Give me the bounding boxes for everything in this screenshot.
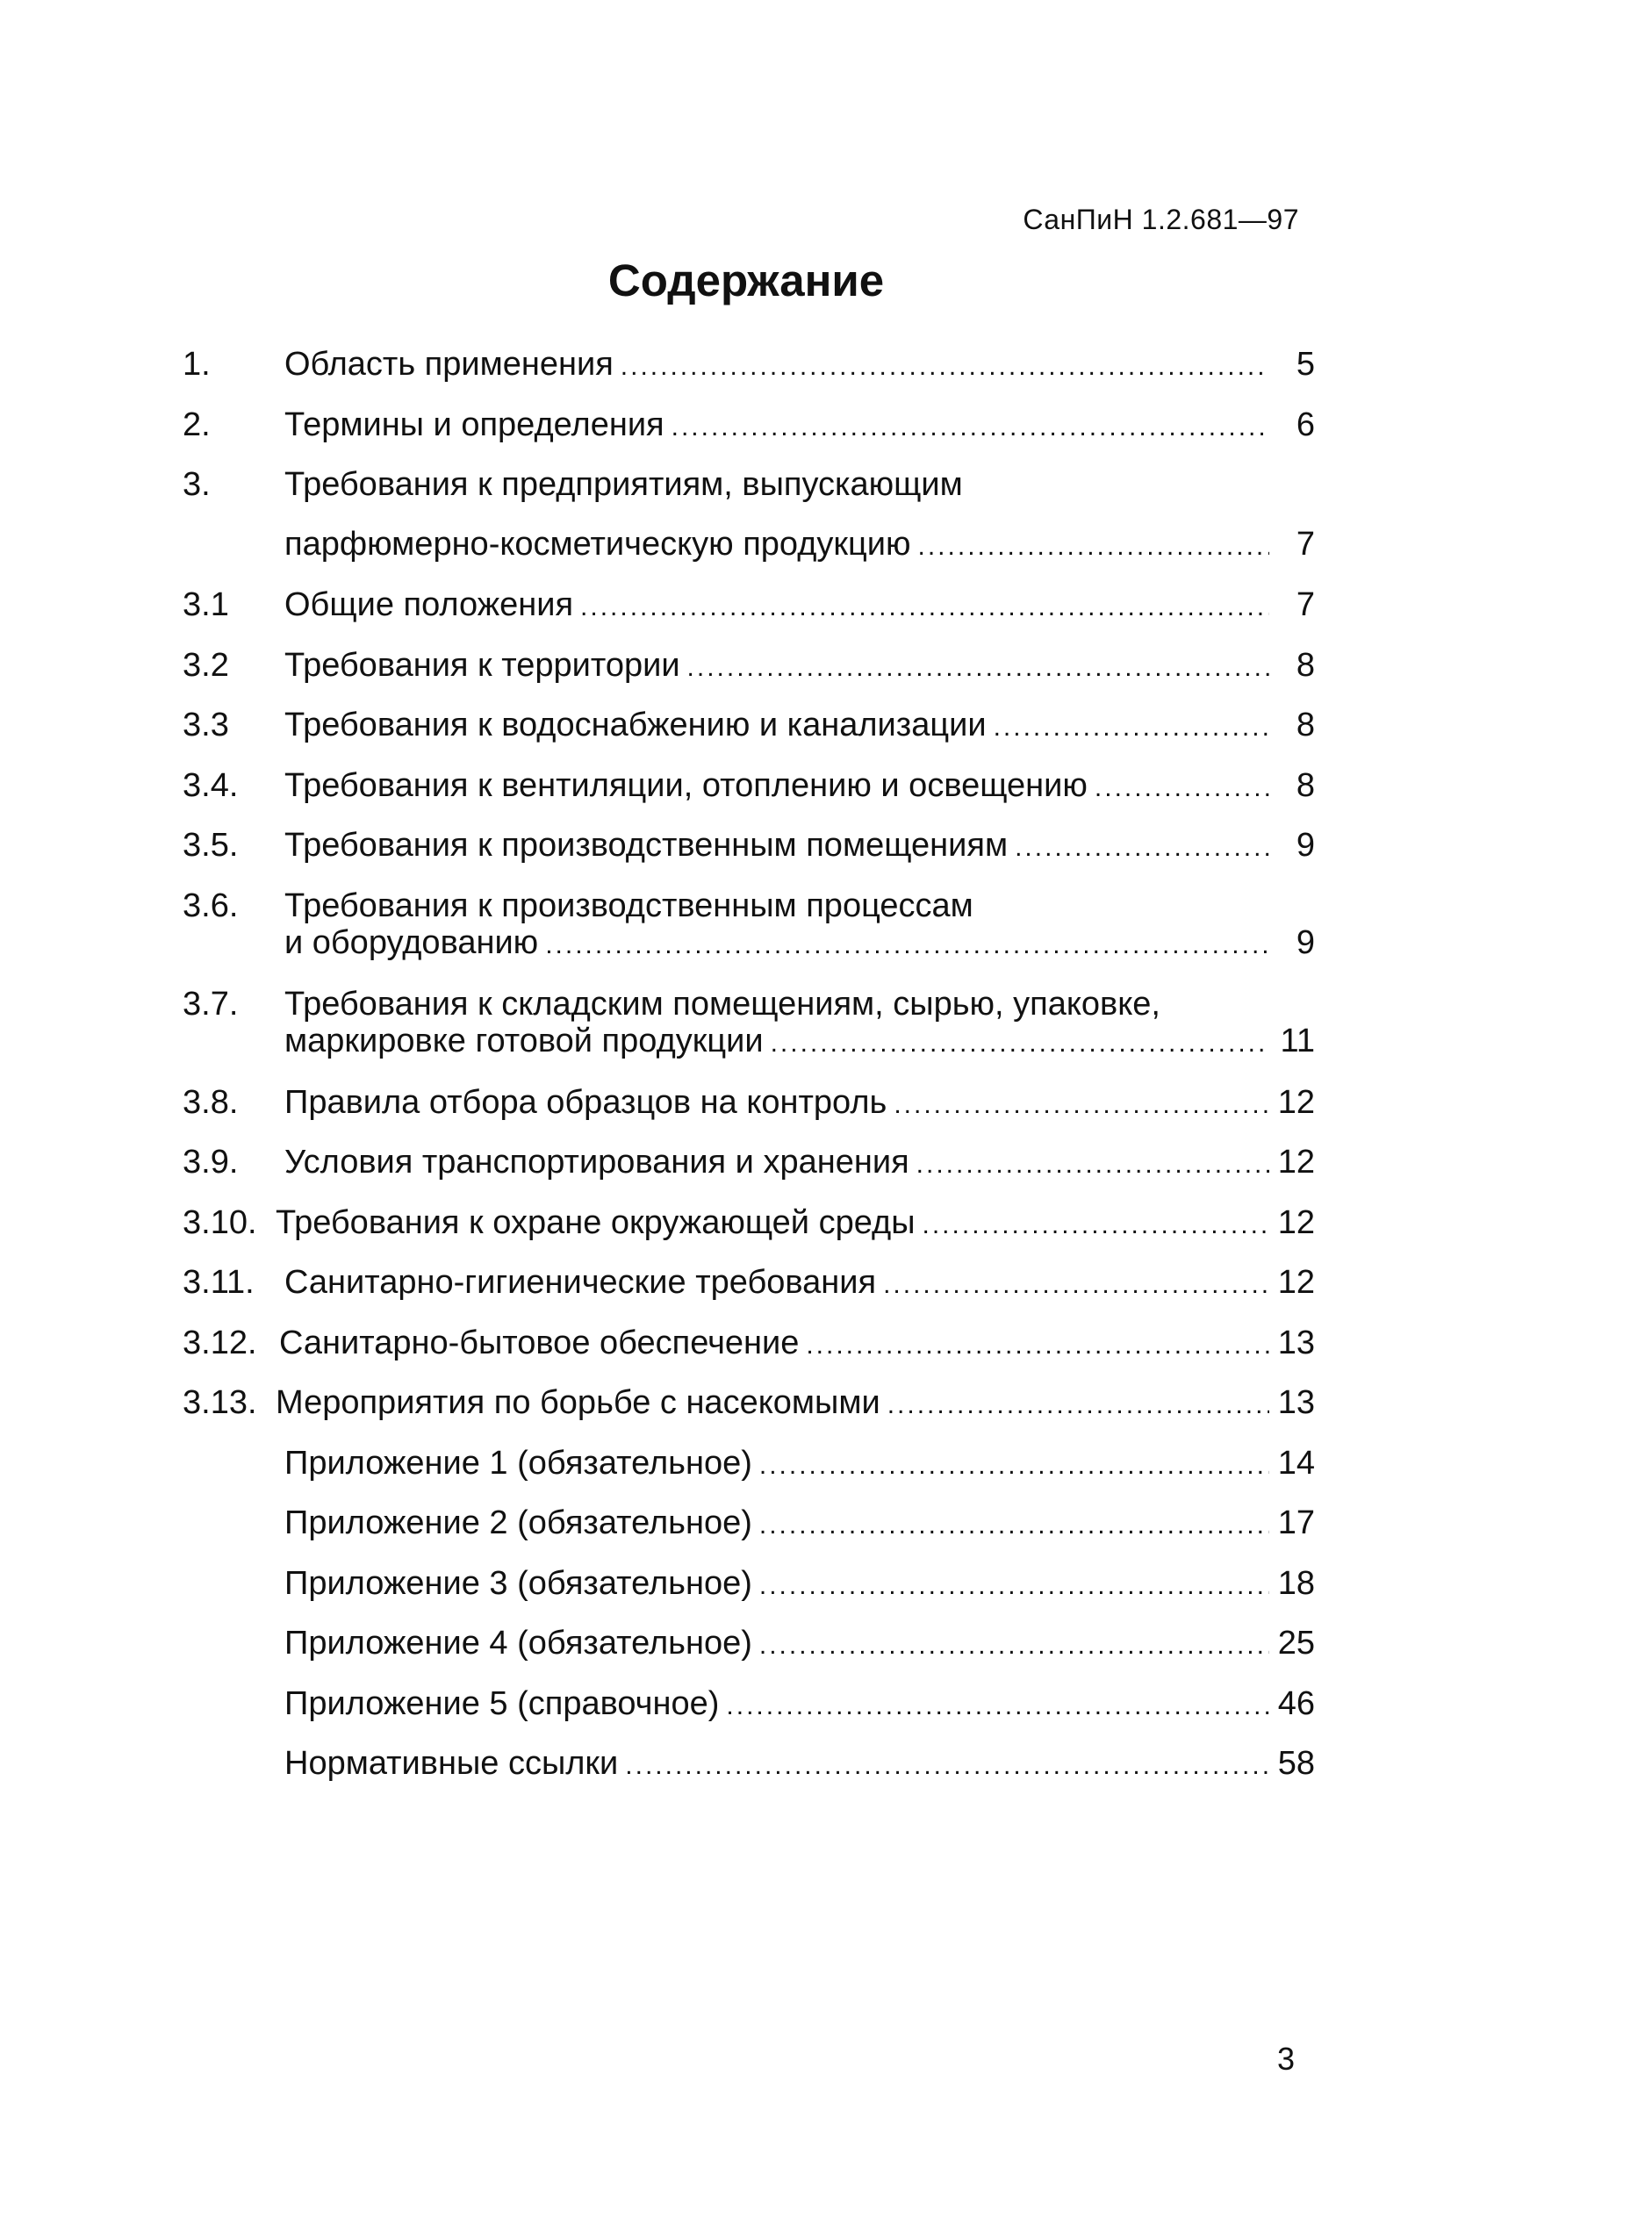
toc-entry[interactable] <box>183 583 1315 643</box>
toc-entry-title: Санитарно-бытовое обеспечение <box>279 1324 800 1361</box>
toc-entry[interactable] <box>183 884 1315 982</box>
toc-entry-page: 7 <box>1296 586 1315 623</box>
dot-leader <box>759 1511 1269 1540</box>
toc-entry-title-line: Требования к складским помещениям, сырью, упаковке, <box>284 985 1160 1023</box>
toc-entry-page: 46 <box>1277 1684 1315 1722</box>
toc-entry-title: Приложение 3 (обязательное) <box>284 1564 752 1602</box>
toc-entry[interactable] <box>183 1081 1315 1141</box>
toc-entry[interactable] <box>183 703 1315 764</box>
toc-entry[interactable] <box>183 1741 1315 1802</box>
toc-entry[interactable] <box>183 403 1315 463</box>
toc-entry-title: Приложение 4 (обязательное) <box>284 1625 752 1662</box>
toc-entry-title: Приложение 5 (справочное) <box>284 1684 720 1722</box>
toc-entry-title: Область применения <box>284 346 614 383</box>
toc-entry-title: Условия транспортирования и хранения <box>284 1144 909 1181</box>
toc-entry-title: Требования к водоснабжению и канализации <box>284 707 987 743</box>
dot-leader <box>545 930 1269 960</box>
dot-leader <box>672 413 1269 442</box>
toc-entry-number: 3.12. <box>183 1324 257 1361</box>
toc-entry[interactable] <box>183 463 1315 583</box>
dot-leader <box>918 532 1269 562</box>
toc-entry-number: 1. <box>183 346 211 383</box>
toc-entry-title-line: Требования к производственным процессам <box>284 887 973 924</box>
toc-entry-number: 3.5. <box>183 827 239 864</box>
dot-leader <box>894 1090 1269 1120</box>
toc-entry-page: 12 <box>1277 1203 1315 1241</box>
dot-leader <box>759 1451 1269 1481</box>
dot-leader <box>726 1691 1269 1721</box>
toc-entry-title: Требования к охране окружающей среды <box>276 1203 916 1241</box>
toc-entry-number: 3.4. <box>183 766 239 804</box>
page-title: Содержание <box>607 255 885 305</box>
dot-leader <box>687 653 1269 683</box>
dot-leader <box>916 1150 1269 1180</box>
toc-entry-title: Требования к производственным помещениям <box>284 827 1009 864</box>
toc-entry[interactable] <box>183 823 1315 884</box>
toc-entry[interactable] <box>183 1441 1315 1502</box>
dot-leader <box>759 1571 1269 1601</box>
toc-entry-page: 8 <box>1296 766 1315 804</box>
dot-leader <box>771 1029 1269 1059</box>
toc-entry-page: 9 <box>1296 923 1315 961</box>
page-number: 3 <box>1277 2041 1296 2077</box>
toc-entry-page: 18 <box>1277 1564 1315 1602</box>
toc-entry-page: 5 <box>1296 346 1315 383</box>
toc-entry[interactable] <box>183 982 1315 1081</box>
dot-leader <box>621 352 1269 382</box>
toc-entry-page: 6 <box>1296 406 1315 443</box>
dot-leader <box>625 1751 1269 1781</box>
toc-entry-page: 11 <box>1280 1022 1315 1059</box>
dot-leader <box>580 592 1269 622</box>
toc-entry-page: 9 <box>1296 827 1315 864</box>
toc-entry-number: 3.9. <box>183 1144 239 1181</box>
toc-entry-title: Мероприятия по борьбе с насекомыми <box>276 1384 880 1421</box>
dot-leader <box>1095 773 1269 803</box>
toc-entry-number: 3.6. <box>183 887 239 924</box>
toc-entry-page: 13 <box>1277 1324 1315 1361</box>
dot-leader <box>994 713 1269 743</box>
toc-entry-page: 17 <box>1277 1504 1315 1541</box>
toc-entry-page: 8 <box>1296 646 1315 684</box>
toc-entry[interactable] <box>183 1381 1315 1441</box>
toc-entry-title: Приложение 2 (обязательное) <box>284 1504 752 1541</box>
toc-entry-page: 14 <box>1277 1444 1315 1482</box>
table-of-contents <box>183 342 1315 1802</box>
toc-entry-title: Санитарно-гигиенические требования <box>284 1264 877 1301</box>
toc-entry[interactable] <box>183 342 1315 403</box>
toc-entry-title-line: Требования к предприятиям, выпускающим <box>284 466 963 503</box>
toc-entry-page: 12 <box>1277 1083 1315 1121</box>
toc-entry-number: 3.13. <box>183 1384 257 1421</box>
toc-entry[interactable] <box>183 1260 1315 1321</box>
toc-entry-title: Термины и определения <box>284 406 664 443</box>
toc-entry[interactable] <box>183 764 1315 824</box>
toc-entry-title: Требования к вентиляции, отоплению и освещению <box>284 766 1088 804</box>
toc-entry-title: Требования к территории <box>284 646 680 684</box>
toc-entry[interactable] <box>183 1562 1315 1622</box>
toc-entry-number: 3.8. <box>183 1083 239 1121</box>
dot-leader <box>1015 833 1269 863</box>
toc-entry-number: 3.10. <box>183 1203 257 1241</box>
toc-entry[interactable] <box>183 1621 1315 1682</box>
dot-leader <box>887 1390 1269 1420</box>
toc-entry[interactable] <box>183 1321 1315 1382</box>
toc-entry-page: 12 <box>1277 1144 1315 1181</box>
dot-leader <box>923 1210 1269 1240</box>
toc-entry[interactable] <box>183 1201 1315 1261</box>
toc-entry-title: Приложение 1 (обязательное) <box>284 1444 752 1482</box>
toc-entry-title: Правила отбора образцов на контроль <box>284 1083 887 1121</box>
toc-entry-number: 2. <box>183 406 211 443</box>
toc-entry-title: маркировке готовой продукции <box>284 1022 764 1059</box>
toc-entry-page: 8 <box>1296 707 1315 743</box>
dot-leader <box>759 1631 1269 1661</box>
toc-entry-page: 7 <box>1296 526 1315 563</box>
toc-entry-number: 3. <box>183 466 211 503</box>
toc-entry-page: 12 <box>1277 1264 1315 1301</box>
toc-entry[interactable] <box>183 1501 1315 1562</box>
toc-entry-page: 25 <box>1277 1625 1315 1662</box>
toc-entry-number: 3.2 <box>183 646 229 684</box>
toc-entry-title: и оборудованию <box>284 923 539 961</box>
toc-entry-title: парфюмерно-косметическую продукцию <box>284 526 911 563</box>
toc-entry[interactable] <box>183 1140 1315 1201</box>
toc-entry-number: 3.11. <box>183 1264 255 1301</box>
toc-entry-number: 3.3 <box>183 707 229 743</box>
dot-leader <box>806 1331 1269 1361</box>
toc-entry[interactable] <box>183 643 1315 704</box>
toc-entry-number: 3.1 <box>183 586 229 623</box>
toc-entry-page: 13 <box>1277 1384 1315 1421</box>
toc-entry[interactable] <box>183 1682 1315 1742</box>
dot-leader <box>883 1270 1269 1300</box>
toc-entry-title: Нормативные ссылки <box>284 1745 619 1782</box>
toc-entry-title: Общие положения <box>284 586 574 623</box>
toc-entry-page: 58 <box>1277 1745 1315 1782</box>
toc-entry-number: 3.7. <box>183 985 239 1023</box>
document-code: СанПиН 1.2.681—97 <box>1023 204 1299 235</box>
